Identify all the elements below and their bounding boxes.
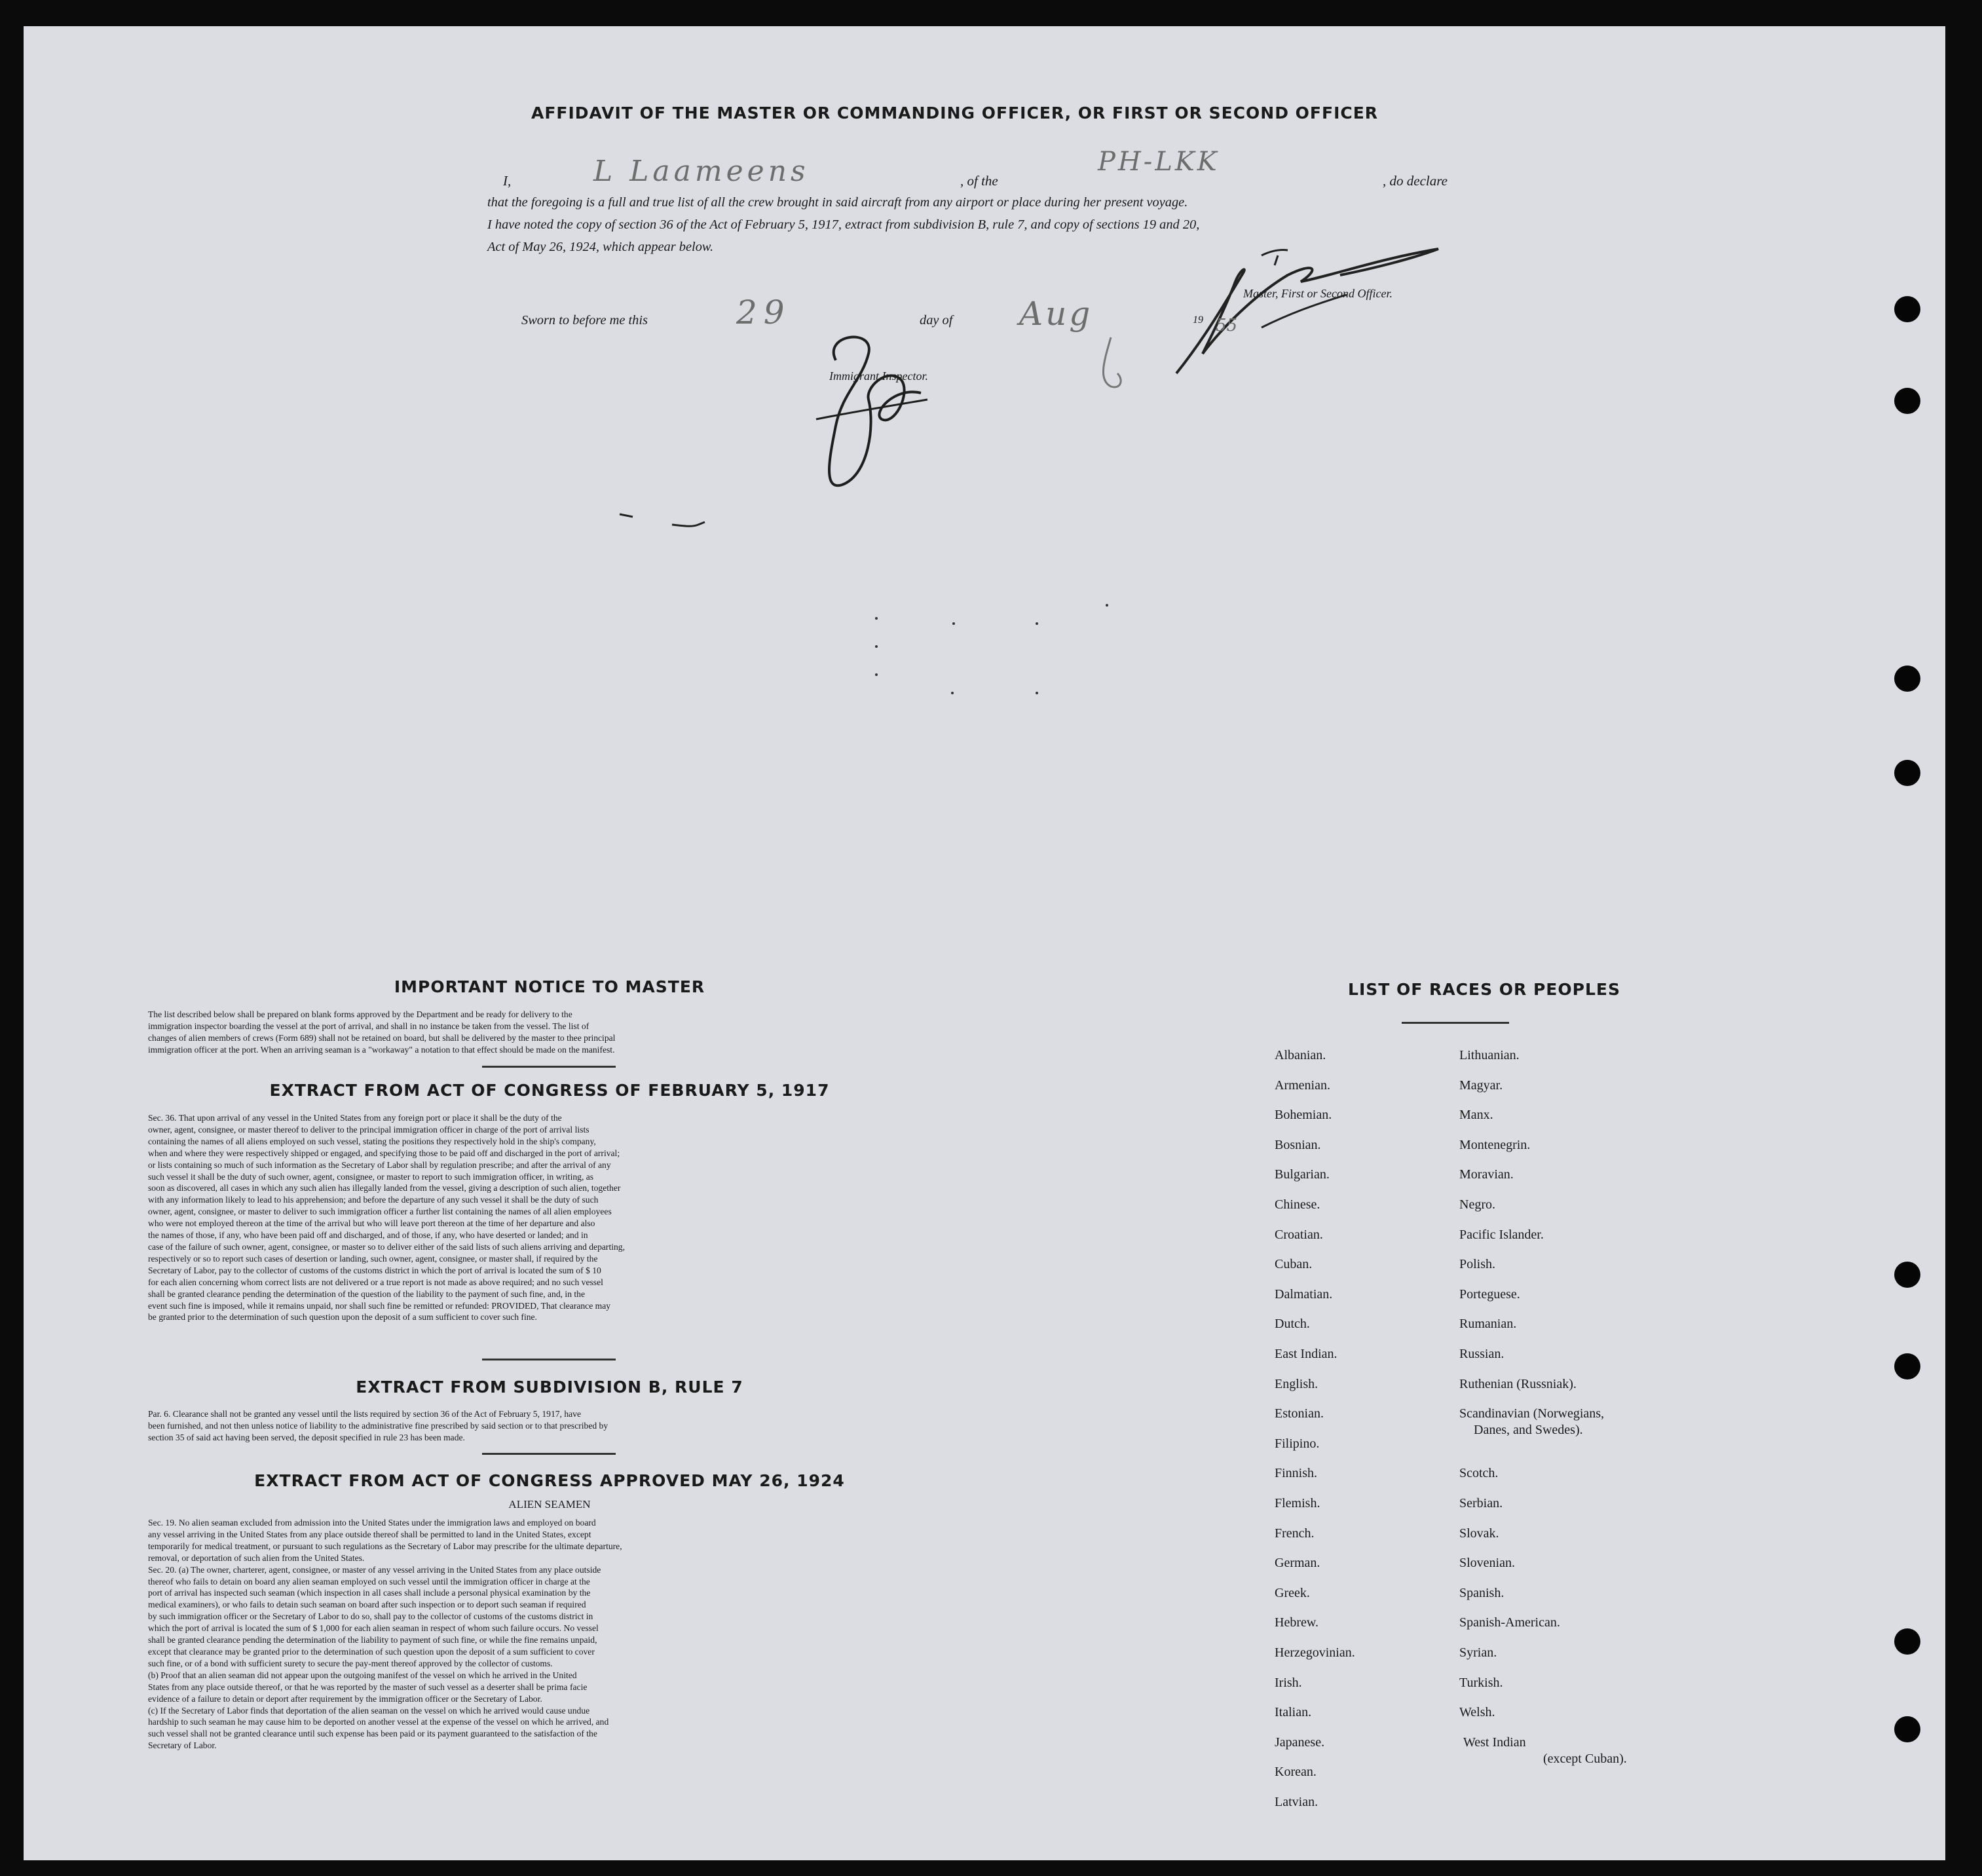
races-title: LIST OF RACES OR PEOPLES xyxy=(1348,980,1620,999)
rule7-line: section 35 of said act having been served, the deposit specified in rule 23 has been made. xyxy=(148,1432,465,1442)
extract-1924-line: evidence of a failure to detain or deport after requirement by the immigration officer or the Secretary of Labor. xyxy=(148,1693,542,1704)
race-item: Latvian. xyxy=(1275,1795,1318,1809)
notice-title: IMPORTANT NOTICE TO MASTER xyxy=(394,977,705,996)
aircraft-handwritten: PH-LKK xyxy=(1098,147,1220,177)
punch-hole xyxy=(1894,1628,1920,1655)
extract-1917-line: soon as discovered, all cases in which any such alien has illegally landed from the vessel, giving a description of such alien, together xyxy=(148,1183,621,1193)
stray-dot xyxy=(875,673,878,676)
race-item: Bosnian. xyxy=(1275,1137,1321,1152)
extract-1924-line: by such immigration officer or the Secretary of Labor to do so, shall pay to the collector of customs of the customs district in xyxy=(148,1611,593,1622)
divider xyxy=(482,1359,616,1360)
punch-hole xyxy=(1894,388,1920,414)
race-item: Lithuanian. xyxy=(1459,1048,1520,1062)
race-item: Ruthenian (Russniak). xyxy=(1459,1376,1577,1391)
race-item: Slovenian. xyxy=(1459,1556,1515,1571)
stray-dot xyxy=(875,617,878,620)
punch-hole xyxy=(1894,296,1920,322)
race-item: Bohemian. xyxy=(1275,1108,1332,1123)
notice-body xyxy=(148,1009,908,1056)
stray-dot xyxy=(1036,622,1038,625)
race-item: Chinese. xyxy=(1275,1197,1320,1212)
race-item: Negro. xyxy=(1459,1197,1495,1212)
stray-mark xyxy=(613,508,711,534)
punch-hole xyxy=(1894,760,1920,786)
month-handwritten: Aug xyxy=(1019,295,1093,333)
inspector-signature xyxy=(796,321,941,504)
race-item: French. xyxy=(1275,1526,1315,1541)
divider xyxy=(482,1453,616,1455)
extract-1917-line: case of the failure of such owner, agent, consignee, or master so to deliver either of the said lists of such aliens arriving and departing, xyxy=(148,1241,625,1252)
extract-1917-line: such vessel it shall be the duty of such owner, agent, consignee, or master to report to such immigration officer, in writing, as xyxy=(148,1171,594,1182)
race-item: Polish. xyxy=(1459,1257,1496,1272)
master-name-handwritten: L Laameens xyxy=(593,155,810,188)
extract-1924-line: such fine, or of a bond with sufficient surety to secure the pay-ment thereof approved by the collector of customs. xyxy=(148,1658,553,1668)
race-item: Armenian. xyxy=(1275,1078,1330,1093)
master-caption: Master, First or Second Officer. xyxy=(1243,287,1393,300)
affidavit-title: AFFIDAVIT OF THE MASTER OR COMMANDING OFFICER, OR FIRST OR SECOND OFFICER xyxy=(531,103,1379,122)
extract-1924-body xyxy=(148,1517,914,1752)
race-item: Estonian. xyxy=(1275,1406,1324,1421)
punch-hole xyxy=(1894,1716,1920,1742)
day-of-label: day of xyxy=(920,313,953,328)
race-item: Albanian. xyxy=(1275,1048,1326,1062)
rule7-title: EXTRACT FROM SUBDIVISION B, RULE 7 xyxy=(356,1378,743,1397)
race-item: Syrian. xyxy=(1459,1645,1497,1660)
extract-1917-line: respectively or so to report such cases of desertion or landing, such owner, agent, consignee, or master shall, if required by the xyxy=(148,1253,598,1264)
extract-1917-body xyxy=(148,1112,908,1323)
race-item: Croatian. xyxy=(1275,1227,1323,1242)
race-item: East Indian. xyxy=(1275,1347,1337,1361)
extract-1924-line: which the port of arrival is located the sum of $ 1,000 for each alien seaman in respect of whom such failure occurs. No vessel xyxy=(148,1623,599,1634)
extract-1917-line: owner, agent, consignee, or master to deliver to such immigration officer a further list containing the names of all alien employees xyxy=(148,1207,612,1217)
extract-1924-line: removal, or deportation of such alien from the United States. xyxy=(148,1552,365,1563)
year-handwritten: 55 xyxy=(1216,316,1238,335)
race-item: Russian. xyxy=(1459,1347,1505,1361)
race-item: Spanish-American. xyxy=(1459,1615,1560,1630)
race-item: Porteguese. xyxy=(1459,1286,1520,1302)
race-item: Finnish. xyxy=(1275,1466,1318,1481)
race-item: Bulgarian. xyxy=(1275,1167,1330,1182)
extract-1917-line: Sec. 36. That upon arrival of any vessel in the United States from any foreign port or place it shall be the duty of the xyxy=(148,1113,562,1123)
affidavit-line-4: Act of May 26, 1924, which appear below. xyxy=(487,240,714,254)
race-item: Montenegrin. xyxy=(1459,1137,1531,1152)
document-page xyxy=(24,26,1945,1860)
stray-dot xyxy=(1036,692,1038,694)
affidavit-line-2: that the foregoing is a full and true list of all the crew brought in said aircraft from any airport or place during her present voyage. xyxy=(487,195,1188,210)
notice-line: immigration inspector boarding the vessel at the port of arrival, and shall in no instance be taken from the vessel. The list of xyxy=(148,1021,589,1031)
race-item: Slovak. xyxy=(1459,1526,1499,1541)
punch-hole xyxy=(1894,666,1920,692)
extract-1917-line: owner, agent, consignee, or master thereof to deliver to the principal immigration officer in charge of the port of arrival lists xyxy=(148,1124,589,1135)
race-item: Magyar. xyxy=(1459,1078,1503,1093)
extract-1917-line: the names of those, if any, who have been paid off and discharged, and of those, if any, who have deserted or landed; and in xyxy=(148,1230,588,1241)
divider xyxy=(482,1066,616,1068)
race-item: Moravian. xyxy=(1459,1167,1514,1182)
extract-1924-line: temporarily for medical treatment, or pursuant to such regulations as the Secretary of Labor may prescribe for the ultimate departure, xyxy=(148,1541,622,1551)
extract-1917-line: containing the names of all aliens employed on such vessel, stating the positions they respectively hold in the ship's company, xyxy=(148,1136,596,1146)
race-item: Turkish. xyxy=(1459,1675,1503,1690)
stray-dot xyxy=(875,645,878,648)
race-item: Herzegovinian. xyxy=(1275,1645,1355,1660)
notice-line: immigration officer at the port. When an arriving seaman is a "workaway" a notation to that effect should be made on the manifest. xyxy=(148,1044,615,1055)
affidavit-of-the: , of the xyxy=(960,173,998,189)
extract-1924-line: hardship to such seaman he may cause him to be deported on another vessel at the expense of the vessel on which he arrived, and xyxy=(148,1717,609,1727)
extract-1924-line: Sec. 20. (a) The owner, charterer, agent, consignee, or master of any vessel arriving in the United States from any place outside xyxy=(148,1564,601,1575)
extract-1917-line: who were not employed thereon at the time of the arrival but who will leave port thereon at the time of her departure and also xyxy=(148,1218,595,1229)
extract-1924-line: port of arrival has inspected such seaman (which inspection in all cases shall include a personal physical examination by the xyxy=(148,1588,591,1598)
extract-1917-line: shall be granted clearance pending the determination of the question of the liability to the payment of such fine, and, in the xyxy=(148,1288,586,1299)
stray-dot xyxy=(951,692,954,694)
affidavit-do-declare: , do declare xyxy=(1383,173,1448,189)
extract-1924-line: except that clearance may be granted prior to the determination of such question upon the deposit of a sum sufficient to cover xyxy=(148,1646,595,1657)
extract-1917-line: with any information likely to lead to his apprehension; and before the departure of any such vessel it shall be the duty of such xyxy=(148,1195,599,1205)
notice-line: changes of alien members of crews (Form 689) shall not be retained on board, but shall be delivered by the master to thee principal xyxy=(148,1032,616,1043)
extract-1924-title: EXTRACT FROM ACT OF CONGRESS APPROVED MAY 26, 1924 xyxy=(254,1471,845,1490)
extract-1924-line: States from any place outside thereof, or that he was reported by the master of such vessel as a deserter shall be prima facie xyxy=(148,1681,588,1692)
extract-1917-line: when and where they were respectively shipped or engaged, and specifying those to be paid off and discharged in the port of arrival; xyxy=(148,1148,620,1158)
race-item: Hebrew. xyxy=(1275,1615,1319,1630)
race-item: Scandinavian (Norwegians, xyxy=(1459,1406,1605,1421)
race-item: English. xyxy=(1275,1376,1318,1391)
extract-1917-title: EXTRACT FROM ACT OF CONGRESS OF FEBRUARY 5, 1917 xyxy=(269,1081,830,1100)
race-item: Rumanian. xyxy=(1459,1317,1517,1332)
race-item: Filipino. xyxy=(1275,1436,1320,1451)
extract-1917-line: or lists containing so much of such information as the Secretary of Labor shall by regulation prescribe; and after the arrival of any xyxy=(148,1159,611,1170)
divider xyxy=(1402,1022,1509,1024)
race-item: Japanese. xyxy=(1275,1735,1325,1750)
extract-1924-line: Secretary of Labor. xyxy=(148,1740,217,1751)
year-prefix: 19 xyxy=(1193,314,1203,326)
rule7-body xyxy=(148,1408,908,1444)
punch-hole xyxy=(1894,1353,1920,1379)
stray-dot xyxy=(1106,604,1108,607)
day-handwritten: 29 xyxy=(736,293,791,331)
extract-1917-line: be granted prior to the determination of such question upon the deposit of a sum sufficient to cover such fine. xyxy=(148,1312,537,1323)
sworn-label: Sworn to before me this xyxy=(521,313,648,328)
race-item: German. xyxy=(1275,1556,1320,1571)
race-item: Spanish. xyxy=(1459,1585,1505,1600)
month-tail-stroke xyxy=(1085,334,1137,393)
extract-1924-line: Sec. 19. No alien seaman excluded from admission into the United States under the immigration laws and employed on board xyxy=(148,1518,596,1528)
affidavit-i-label: I, xyxy=(503,173,512,189)
extract-1924-line: any vessel arriving in the United States from any place outside thereof shall be permitted to land in the United States, except xyxy=(148,1529,591,1539)
stray-dot xyxy=(952,622,955,625)
extract-1924-line: shall be granted clearance pending the determination of the liability to payment of such fine, or while the fine remains unpaid, xyxy=(148,1635,597,1645)
rule7-line: Par. 6. Clearance shall not be granted any vessel until the lists required by section 36 of the Act of February 5, 1917, have xyxy=(148,1409,582,1419)
extract-1917-line: for each alien concerning whom correct lists are not delivered or a true report is not made as above required; and no such vessel xyxy=(148,1277,603,1287)
extract-1924-line: (b) Proof that an alien seaman did not appear upon the outgoing manifest of the vessel on which he arrived in the United xyxy=(148,1670,577,1680)
race-item: Serbian. xyxy=(1459,1496,1503,1510)
race-item: Flemish. xyxy=(1275,1496,1320,1510)
extract-1924-line: medical examiners), or who fails to detain such seaman on board after such inspection or to deport such seaman if required xyxy=(148,1600,586,1610)
race-item: West Indian xyxy=(1463,1735,1526,1750)
extract-1924-line: such vessel shall not be granted clearance until such expense has been paid or its payment guaranteed to the satisfaction of the xyxy=(148,1729,597,1739)
race-item: Welsh. xyxy=(1459,1705,1495,1720)
race-item: Cuban. xyxy=(1275,1257,1313,1272)
punch-hole xyxy=(1894,1262,1920,1288)
race-item: Manx. xyxy=(1459,1108,1493,1123)
rule7-line: been furnished, and not then unless notice of liability to the administrative fine prescribed by said section or to that prescribed by xyxy=(148,1420,608,1431)
race-item: Scotch. xyxy=(1459,1466,1499,1481)
race-item: Irish. xyxy=(1275,1675,1302,1690)
extract-1924-line: (c) If the Secretary of Labor finds that deportation of the alien seaman on the vessel on which he arrived would cause undue xyxy=(148,1705,590,1716)
extract-1917-line: Secretary of Labor, pay to the collector of customs of the customs district in which the port of arrival is located the sum of $ 10 xyxy=(148,1265,601,1275)
affidavit-line-3: I have noted the copy of section 36 of the Act of February 5, 1917, extract from subdivision B, rule 7, and copy of sections 19 and 20, xyxy=(487,217,1200,232)
race-item: Korean. xyxy=(1275,1765,1317,1780)
race-item: Dalmatian. xyxy=(1275,1286,1333,1302)
master-signature xyxy=(1163,229,1484,386)
race-item: Dutch. xyxy=(1275,1317,1310,1332)
race-item: Italian. xyxy=(1275,1705,1312,1720)
extract-1917-line: event such fine is imposed, while it remains unpaid, nor shall such fine be remitted or refunded: PROVIDED, That clearance may xyxy=(148,1300,611,1311)
race-item: Pacific Islander. xyxy=(1459,1227,1544,1242)
inspector-caption: Immigrant Inspector. xyxy=(829,369,928,383)
race-item: (except Cuban). xyxy=(1543,1751,1627,1766)
race-item: Greek. xyxy=(1275,1585,1310,1600)
extract-1924-subtitle: ALIEN SEAMEN xyxy=(508,1498,591,1510)
notice-line: The list described below shall be prepared on blank forms approved by the Department and be ready for delivery to the xyxy=(148,1009,572,1019)
race-item: Danes, and Swedes). xyxy=(1474,1423,1583,1438)
extract-1924-line: thereof who fails to detain on board any alien seaman employed on such vessel until the immigration officer in charge at the xyxy=(148,1576,590,1586)
